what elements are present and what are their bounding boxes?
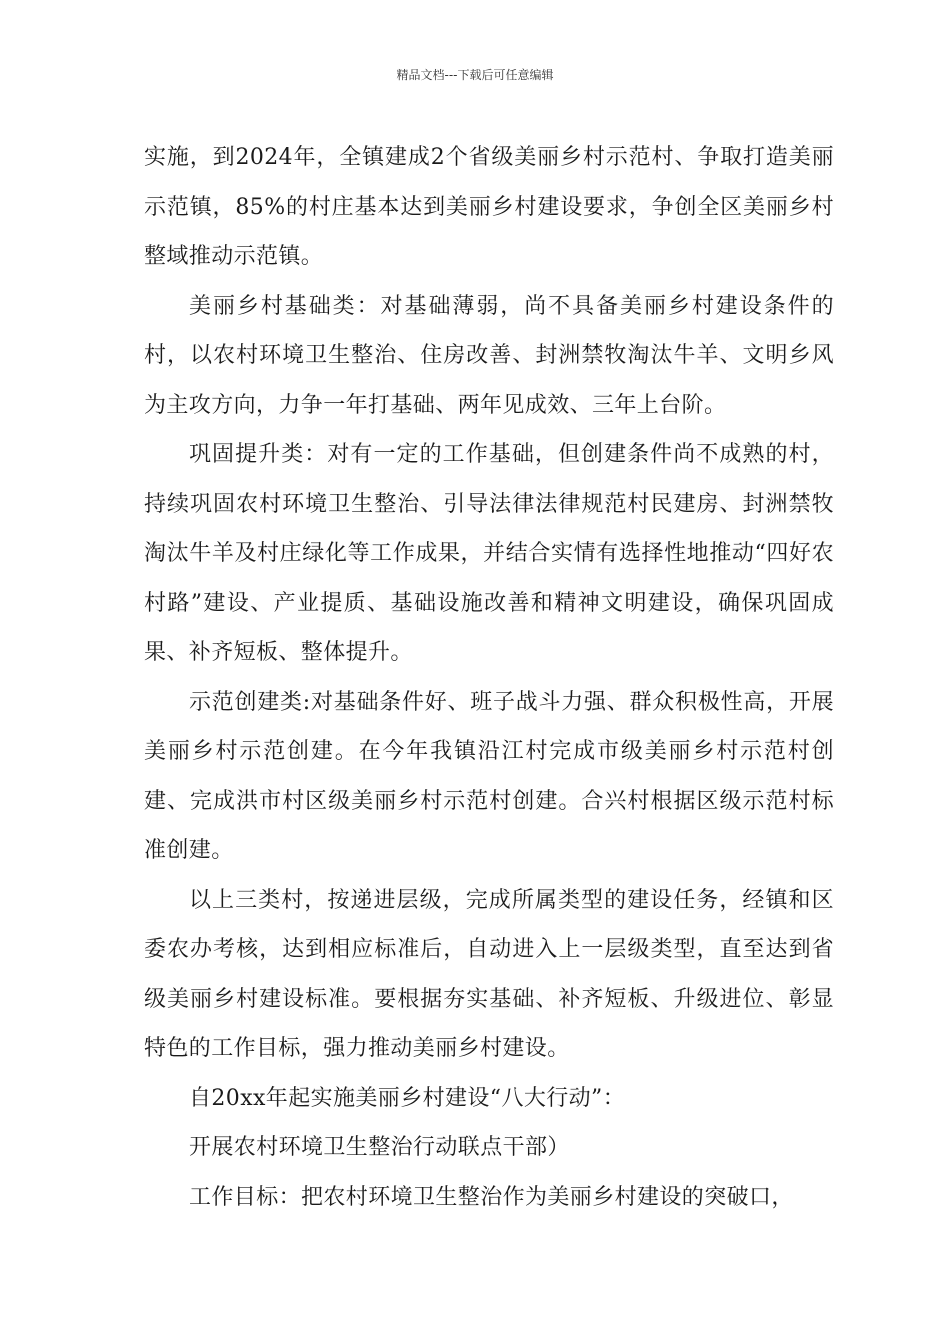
page-header: 精品文档---下载后可任意编辑 bbox=[396, 68, 554, 82]
paragraph-three-categories-summary: 以上三类村，按递进层级，完成所属类型的建设任务，经镇和区委农办考核，达到相应标准后，自动进入上一层级类型，直至达到省级美丽乡村建设标准。要根据夯实基础、补齐短板、升级进位、彰显特色的工作目标，强力推动美丽乡村建设。 bbox=[144, 887, 834, 1061]
paragraph-implementation-goals: 实施，到2024年，全镇建成2个省级美丽乡村示范村、争取打造美丽示范镇，85%的村庄基本达到美丽乡村建设要求，争创全区美丽乡村整域推动示范镇。 bbox=[144, 145, 834, 269]
paragraph-basic-category: 美丽乡村基础类：对基础薄弱，尚不具备美丽乡村建设条件的村，以农村环境卫生整治、住房改善、封洲禁牧淘汰牛羊、文明乡风为主攻方向，力争一年打基础、两年见成效、三年上台阶。 bbox=[144, 293, 834, 418]
paragraph-eight-actions-intro: 自20xx年起实施美丽乡村建设“八大行动”： bbox=[189, 1085, 626, 1111]
paragraph-demonstration-category: 示范创建类:对基础条件好、班子战斗力强、群众积极性高，开展美丽乡村示范创建。在今年我镇沿江村完成市级美丽乡村示范村创建、完成洪市村区级美丽乡村示范村创建。合兴村根据区级示范村标准创建。 bbox=[144, 689, 834, 863]
document-body bbox=[144, 133, 834, 1222]
paragraph-sanitation-action-heading: 开展农村环境卫生整治行动联点干部） bbox=[189, 1135, 570, 1160]
paragraph-consolidation-category: 巩固提升类：对有一定的工作基础，但创建条件尚不成熟的村，持续巩固农村环境卫生整治、引导法律法律规范村民建房、封洲禁牧淘汰牛羊及村庄绿化等工作成果，并结合实情有选择性地推动“四好农村路”建设、产业提质、基础设施改善和精神文明建设，确保巩固成果、补齐短板、整体提升。 bbox=[144, 442, 834, 665]
paragraph-work-objective: 工作目标：把农村环境卫生整治作为美丽乡村建设的突破口， bbox=[189, 1184, 794, 1210]
